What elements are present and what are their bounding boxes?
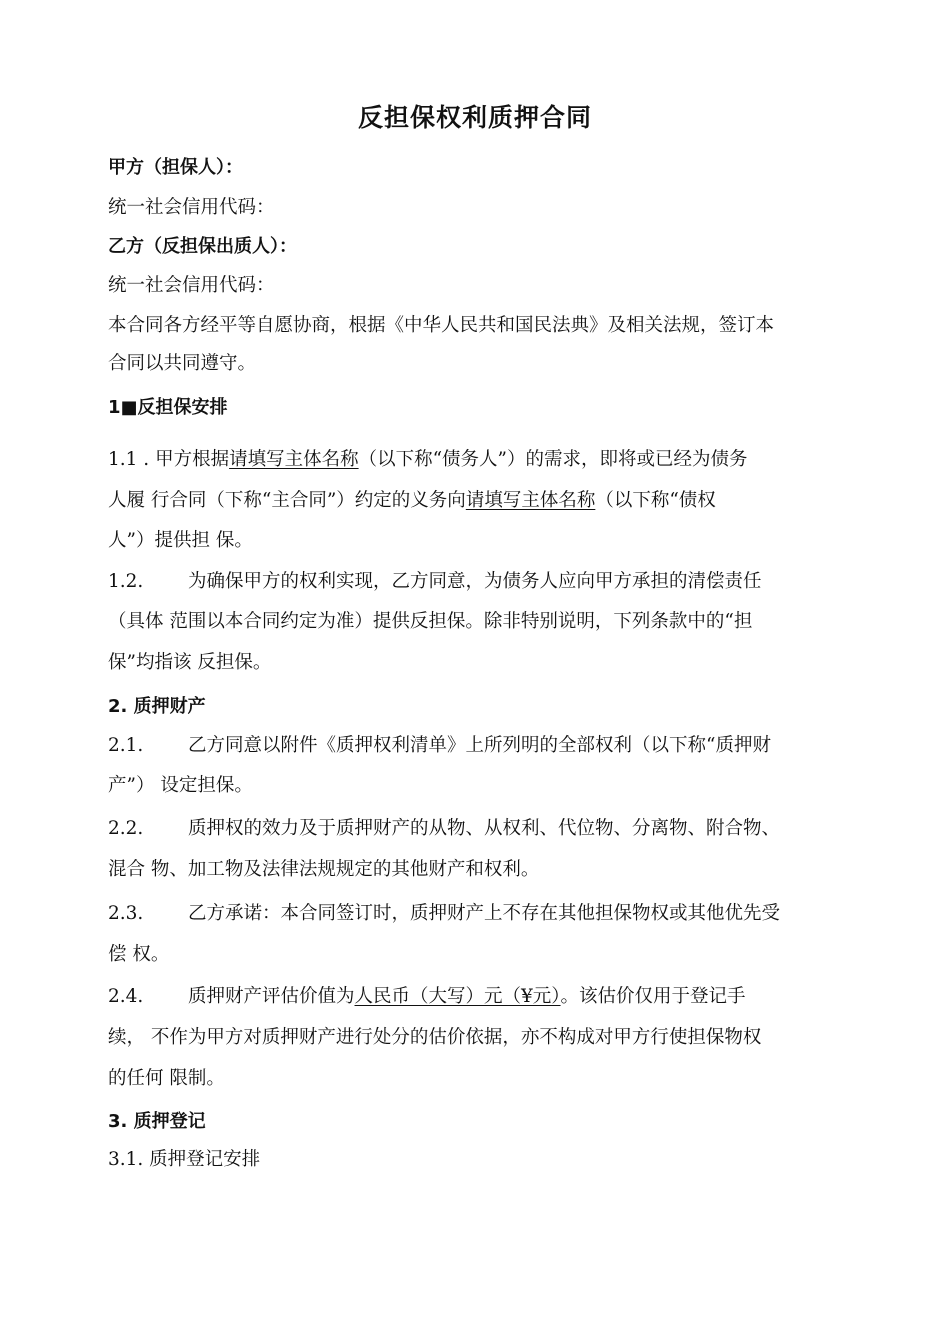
clause-1-1-line-1 (108, 446, 843, 474)
clause-2-4-prefix: 质押财产评估价值为 (188, 986, 355, 1007)
clause-2-2-number: 2.2. (108, 818, 144, 839)
clause-1-1-suffix: （以下称“债务人”）的需求，即将或已经为债务 (358, 449, 748, 470)
clause-2-1-line-2: 产”） 设定担保。 (108, 775, 253, 796)
party-b-label: 乙方（反担保出质人）： (108, 236, 297, 257)
clause-1-2-number: 1.2. (108, 571, 144, 592)
clause-1-2-line-3: 保”均指该 反担保。 (108, 652, 272, 673)
clause-2-1-text-1: 乙方同意以附件《质押权利清单》上所列明的全部权利（以下称“质押财 (188, 735, 771, 756)
clause-2-3-number: 2.3. (108, 903, 144, 924)
clause-2-4-line-3: 的任何 限制。 (108, 1068, 225, 1089)
document-title: 反担保权利质押合同 (357, 103, 592, 132)
clause-1-2-line-2: （具体 范围以本合同约定为准）提供反担保。除非特别说明，下列条款中的“担 (108, 611, 753, 632)
preamble-line-2: 合同以共同遵守。 (108, 353, 257, 374)
clause-2-4-line-1 (108, 983, 843, 1011)
clause-1-1-line-2 (108, 487, 843, 515)
party-a-credit-code: 统一社会信用代码： (108, 197, 275, 218)
clause-2-1-number: 2.1. (108, 735, 144, 756)
clause-2-2-text-1: 质押权的效力及于质押财产的从物、从权利、代位物、分离物、附合物、 (188, 818, 781, 839)
party-a-label: 甲方（担保人）： (108, 157, 243, 178)
clause-1-2-text-1: 为确保甲方的权利实现，乙方同意，为债务人应向甲方承担的清偿责任 (188, 571, 762, 592)
clause-2-4-line-2: 续， 不作为甲方对质押财产进行处分的估价依据，亦不构成对甲方行使担保物权 (108, 1027, 762, 1048)
clause-2-3-text-1: 乙方承诺：本合同签订时，质押财产上不存在其他担保物权或其他优先受 (188, 903, 781, 924)
clause-2-4-number: 2.4. (108, 986, 144, 1007)
clause-2-2-line-1 (108, 815, 843, 843)
clause-2-3-line-2: 偿 权。 (108, 944, 170, 965)
valuation-amount-field: 人民币（大写）元（¥元） (354, 986, 561, 1007)
clause-3-1: 3.1. 质押登记安排 (108, 1149, 261, 1170)
clause-1-1-prefix: 1.1 . 甲方根据 (108, 449, 230, 470)
clause-1-1-line-2-prefix: 人履 行合同（下称“主合同”）约定的义务向 (108, 490, 466, 511)
clause-2-4-suffix: 。该估价仅用于登记手 (560, 986, 746, 1007)
clause-1-2-line-1 (108, 568, 843, 596)
creditor-name-field: 请填写主体名称 (465, 490, 596, 511)
clause-2-3-line-1 (108, 900, 843, 928)
clause-1-1-line-2-suffix: （以下称“债权 (595, 490, 716, 511)
clause-2-1-line-1 (108, 732, 843, 760)
debtor-name-field: 请填写主体名称 (229, 449, 359, 470)
party-b-credit-code: 统一社会信用代码： (108, 275, 275, 296)
section-3-heading: 3. 质押登记 (108, 1111, 206, 1132)
preamble-line-1: 本合同各方经平等自愿协商，根据《中华人民共和国民法典》及相关法规，签订本 (108, 315, 775, 336)
clause-2-2-line-2: 混合 物、加工物及法律法规规定的其他财产和权利。 (108, 859, 540, 880)
section-1-heading: 1■反担保安排 (108, 397, 228, 418)
section-2-heading: 2. 质押财产 (108, 696, 206, 717)
clause-1-1-line-3: 人”）提供担 保。 (108, 530, 253, 551)
